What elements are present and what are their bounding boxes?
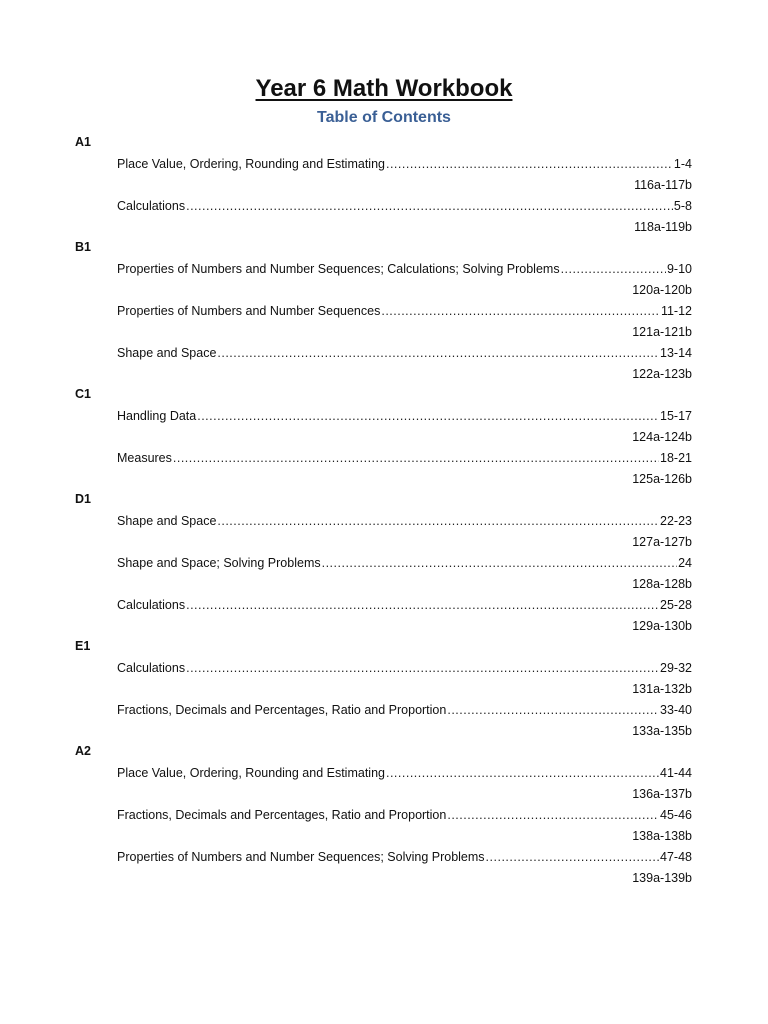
toc-entry-reference: 118a-119b xyxy=(634,220,692,234)
toc-entry-reference: 122a-123b xyxy=(632,367,692,381)
toc-entry-reference: 138a-138b xyxy=(632,829,692,843)
toc-entry-title: Properties of Numbers and Number Sequences xyxy=(117,304,381,318)
dot-leader xyxy=(173,448,659,469)
table-of-contents xyxy=(75,133,695,889)
toc-entry xyxy=(117,196,692,238)
toc-entry-reference: 125a-126b xyxy=(632,472,692,486)
toc-entry-pages: 41-44 xyxy=(660,766,692,780)
toc-entry-reference: 131a-132b xyxy=(632,682,692,696)
toc-entry-line xyxy=(117,343,692,364)
toc-section xyxy=(75,742,695,889)
toc-entry-line xyxy=(117,553,692,574)
toc-entry xyxy=(117,511,692,553)
toc-section xyxy=(75,490,695,637)
toc-entry-pages: 15-17 xyxy=(660,409,692,423)
document-title xyxy=(0,74,768,104)
toc-entry-reference: 120a-120b xyxy=(632,283,692,297)
toc-entry-pages: 5-8 xyxy=(673,199,692,213)
toc-entry-line xyxy=(117,763,692,784)
dot-leader xyxy=(381,301,660,322)
toc-entry-line xyxy=(117,301,692,322)
toc-entry-reference: 128a-128b xyxy=(632,577,692,591)
dot-leader xyxy=(447,700,659,721)
toc-section xyxy=(75,133,695,238)
toc-entry-pages: 45-46 xyxy=(660,808,692,822)
toc-entry-line xyxy=(117,658,692,679)
toc-entry-pages: 25-28 xyxy=(660,598,692,612)
section-code: A2 xyxy=(75,744,91,758)
toc-entry xyxy=(117,301,692,343)
toc-entry-reference: 124a-124b xyxy=(632,430,692,444)
toc-entry-pages: 29-32 xyxy=(660,661,692,675)
toc-entry-title: Shape and Space xyxy=(117,514,217,528)
toc-entry xyxy=(117,658,692,700)
toc-entry xyxy=(117,406,692,448)
toc-entry-title: Handling Data xyxy=(117,409,197,423)
toc-entry xyxy=(117,259,692,301)
toc-entry-title: Place Value, Ordering, Rounding and Estimating xyxy=(117,157,385,171)
toc-entry-pages: 33-40 xyxy=(660,703,692,717)
toc-entry-reference: 139a-139b xyxy=(632,871,692,885)
toc-entry-pages: 13-14 xyxy=(660,346,692,360)
toc-entry-reference: 129a-130b xyxy=(632,619,692,633)
document-subtitle: Table of Contents xyxy=(317,109,451,126)
toc-entry-line xyxy=(117,805,692,826)
section-code: D1 xyxy=(75,492,91,506)
toc-entry-pages: 9-10 xyxy=(666,262,692,276)
dot-leader xyxy=(217,511,659,532)
dot-leader xyxy=(197,406,659,427)
dot-leader xyxy=(322,553,677,574)
toc-entry-title: Shape and Space xyxy=(117,346,217,360)
dot-leader xyxy=(186,658,659,679)
toc-entry xyxy=(117,763,692,805)
dot-leader xyxy=(447,805,659,826)
toc-entry-reference: 116a-117b xyxy=(634,178,692,192)
toc-entry-title: Fractions, Decimals and Percentages, Ratio and Proportion xyxy=(117,808,447,822)
toc-entry-pages: 24 xyxy=(678,556,692,570)
toc-entry-pages: 11-12 xyxy=(660,304,692,318)
toc-entry xyxy=(117,448,692,490)
document-title-text: Year 6 Math Workbook xyxy=(255,75,513,102)
toc-entry-reference: 133a-135b xyxy=(632,724,692,738)
toc-entry xyxy=(117,700,692,742)
toc-entry-title: Properties of Numbers and Number Sequences; Solving Problems xyxy=(117,850,485,864)
toc-entry-reference: 127a-127b xyxy=(632,535,692,549)
toc-entry-reference: 136a-137b xyxy=(632,787,692,801)
toc-entry-title: Calculations xyxy=(117,598,186,612)
toc-entry-reference: 121a-121b xyxy=(632,325,692,339)
dot-leader xyxy=(386,154,673,175)
dot-leader xyxy=(386,763,659,784)
toc-section xyxy=(75,637,695,742)
section-code: A1 xyxy=(75,135,91,149)
toc-entry-line xyxy=(117,511,692,532)
toc-entry xyxy=(117,847,692,889)
toc-entry xyxy=(117,805,692,847)
toc-entry-title: Fractions, Decimals and Percentages, Ratio and Proportion xyxy=(117,703,447,717)
dot-leader xyxy=(186,196,673,217)
toc-entry-title: Calculations xyxy=(117,661,186,675)
toc-section xyxy=(75,385,695,490)
toc-entry xyxy=(117,595,692,637)
dot-leader xyxy=(561,259,666,280)
toc-entry-line xyxy=(117,154,692,175)
toc-entry-pages: 1-4 xyxy=(673,157,692,171)
toc-entry-line xyxy=(117,448,692,469)
toc-entry xyxy=(117,343,692,385)
toc-entry-title: Place Value, Ordering, Rounding and Estimating xyxy=(117,766,385,780)
toc-entry-line xyxy=(117,406,692,427)
section-code: B1 xyxy=(75,240,91,254)
toc-entry-pages: 47-48 xyxy=(660,850,692,864)
toc-entry xyxy=(117,553,692,595)
toc-entry xyxy=(117,154,692,196)
toc-entry-line xyxy=(117,259,692,280)
toc-entry-line xyxy=(117,595,692,616)
toc-entry-pages: 22-23 xyxy=(660,514,692,528)
toc-entry-line xyxy=(117,847,692,868)
toc-entry-pages: 18-21 xyxy=(660,451,692,465)
dot-leader xyxy=(217,343,659,364)
toc-entry-line xyxy=(117,196,692,217)
toc-entry-line xyxy=(117,700,692,721)
section-code: C1 xyxy=(75,387,91,401)
section-code: E1 xyxy=(75,639,91,653)
dot-leader xyxy=(486,847,659,868)
dot-leader xyxy=(186,595,659,616)
toc-entry-title: Shape and Space; Solving Problems xyxy=(117,556,321,570)
toc-entry-title: Calculations xyxy=(117,199,186,213)
toc-entry-title: Properties of Numbers and Number Sequences; Calculations; Solving Problems xyxy=(117,262,560,276)
toc-entry-title: Measures xyxy=(117,451,172,465)
toc-section xyxy=(75,238,695,385)
